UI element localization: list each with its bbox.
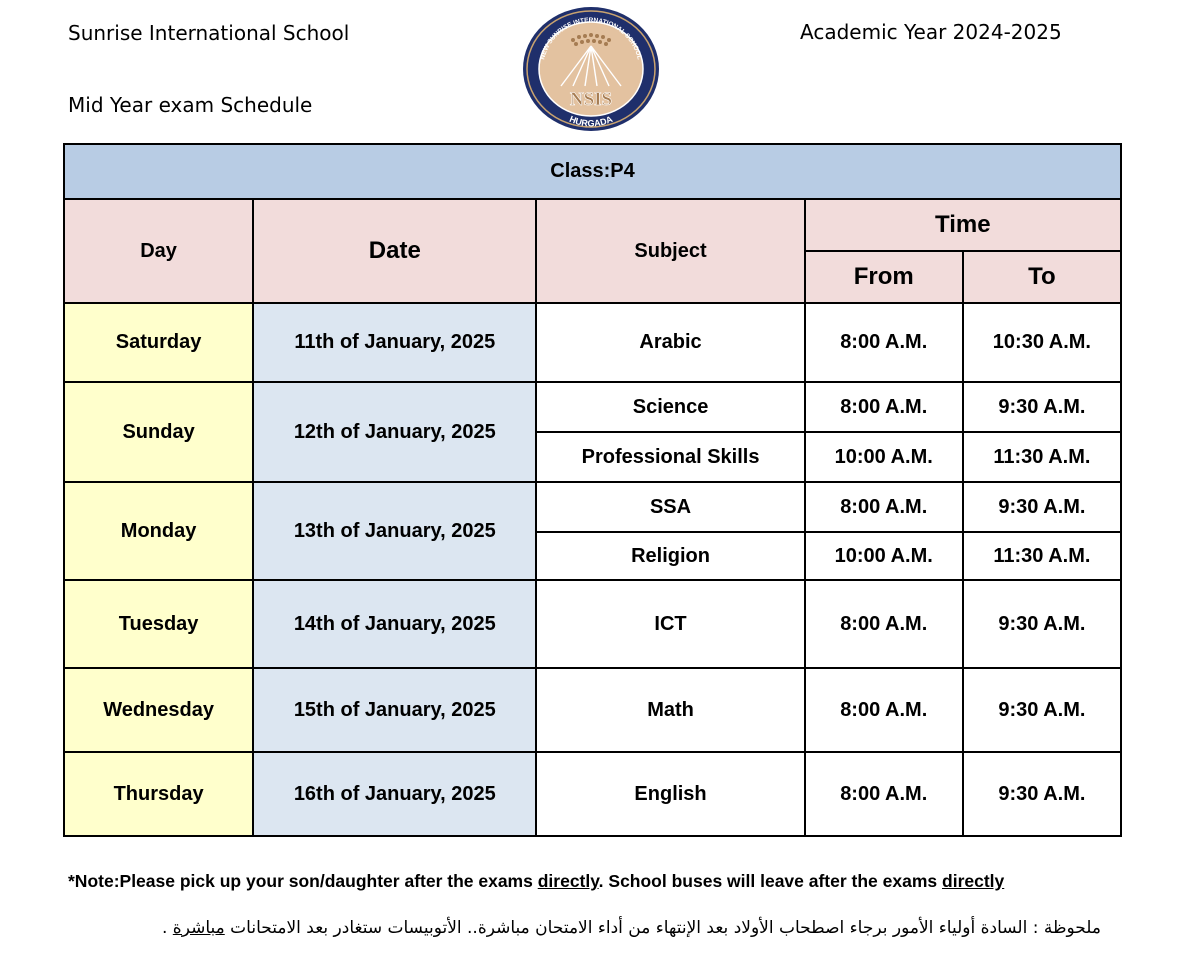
subject-cell: Math — [536, 668, 804, 752]
school-name: Sunrise International School — [68, 21, 350, 45]
class-label: Class:P4 — [64, 144, 1121, 199]
to-cell: 9:30 A.M. — [963, 668, 1121, 752]
from-cell: 10:00 A.M. — [805, 432, 963, 482]
to-header: To — [963, 251, 1121, 303]
subject-cell: SSA — [536, 482, 804, 532]
svg-text:NEW SUNRISE INTERNATIONAL SCHO: NEW SUNRISE INTERNATIONAL SCHOOL — [539, 16, 643, 61]
subject-cell: Science — [536, 382, 804, 432]
date-cell: 16th of January, 2025 — [253, 752, 536, 836]
to-cell: 11:30 A.M. — [963, 532, 1121, 580]
table-row — [64, 752, 1121, 836]
day-cell: Saturday — [64, 303, 253, 382]
subject-cell: Professional Skills — [536, 432, 804, 482]
from-header: From — [805, 251, 963, 303]
from-cell: 8:00 A.M. — [805, 482, 963, 532]
date-header: Date — [253, 199, 536, 303]
to-cell: 9:30 A.M. — [963, 580, 1121, 668]
arabic-note: ملحوظة : السادة أولياء الأمور برجاء اصطحاب الأولاد بعد الإنتهاء من أداء الامتحان مباشرة.. الأتوبيسات ستغادر بعد الامتحانات مباشرة . — [161, 918, 1101, 938]
svg-text:HURGADA: HURGADA — [567, 113, 615, 129]
svg-text:NSIS: NSIS — [569, 89, 613, 110]
exam-title: Mid Year exam Schedule — [68, 93, 313, 117]
day-cell: Thursday — [64, 752, 253, 836]
date-cell: 11th of January, 2025 — [253, 303, 536, 382]
subject-header: Subject — [536, 199, 804, 303]
subject-cell: Religion — [536, 532, 804, 580]
date-cell: 15th of January, 2025 — [253, 668, 536, 752]
table-row — [64, 668, 1121, 752]
school-logo-icon — [521, 4, 661, 134]
from-cell: 8:00 A.M. — [805, 303, 963, 382]
to-cell: 10:30 A.M. — [963, 303, 1121, 382]
date-cell: 13th of January, 2025 — [253, 482, 536, 580]
english-note: *Note:Please pick up your son/daughter after the exams directly. School buses will leave after the exams directly — [68, 871, 1005, 891]
table-row — [64, 303, 1121, 382]
day-cell: Tuesday — [64, 580, 253, 668]
subject-cell: Arabic — [536, 303, 804, 382]
day-cell: Monday — [64, 482, 253, 580]
from-cell: 8:00 A.M. — [805, 382, 963, 432]
academic-year: Academic Year 2024-2025 — [800, 20, 1062, 44]
day-cell: Wednesday — [64, 668, 253, 752]
day-cell: Sunday — [64, 382, 253, 482]
subject-cell: English — [536, 752, 804, 836]
from-cell: 8:00 A.M. — [805, 752, 963, 836]
from-cell: 8:00 A.M. — [805, 580, 963, 668]
from-cell: 10:00 A.M. — [805, 532, 963, 580]
date-cell: 14th of January, 2025 — [253, 580, 536, 668]
date-cell: 12th of January, 2025 — [253, 382, 536, 482]
exam-schedule-table — [63, 143, 1122, 837]
day-header: Day — [64, 199, 253, 303]
table-row — [64, 580, 1121, 668]
to-cell: 9:30 A.M. — [963, 752, 1121, 836]
time-header: Time — [805, 199, 1121, 251]
to-cell: 9:30 A.M. — [963, 382, 1121, 432]
to-cell: 11:30 A.M. — [963, 432, 1121, 482]
subject-cell: ICT — [536, 580, 804, 668]
to-cell: 9:30 A.M. — [963, 482, 1121, 532]
from-cell: 8:00 A.M. — [805, 668, 963, 752]
table-row — [64, 482, 1121, 532]
table-row — [64, 382, 1121, 432]
